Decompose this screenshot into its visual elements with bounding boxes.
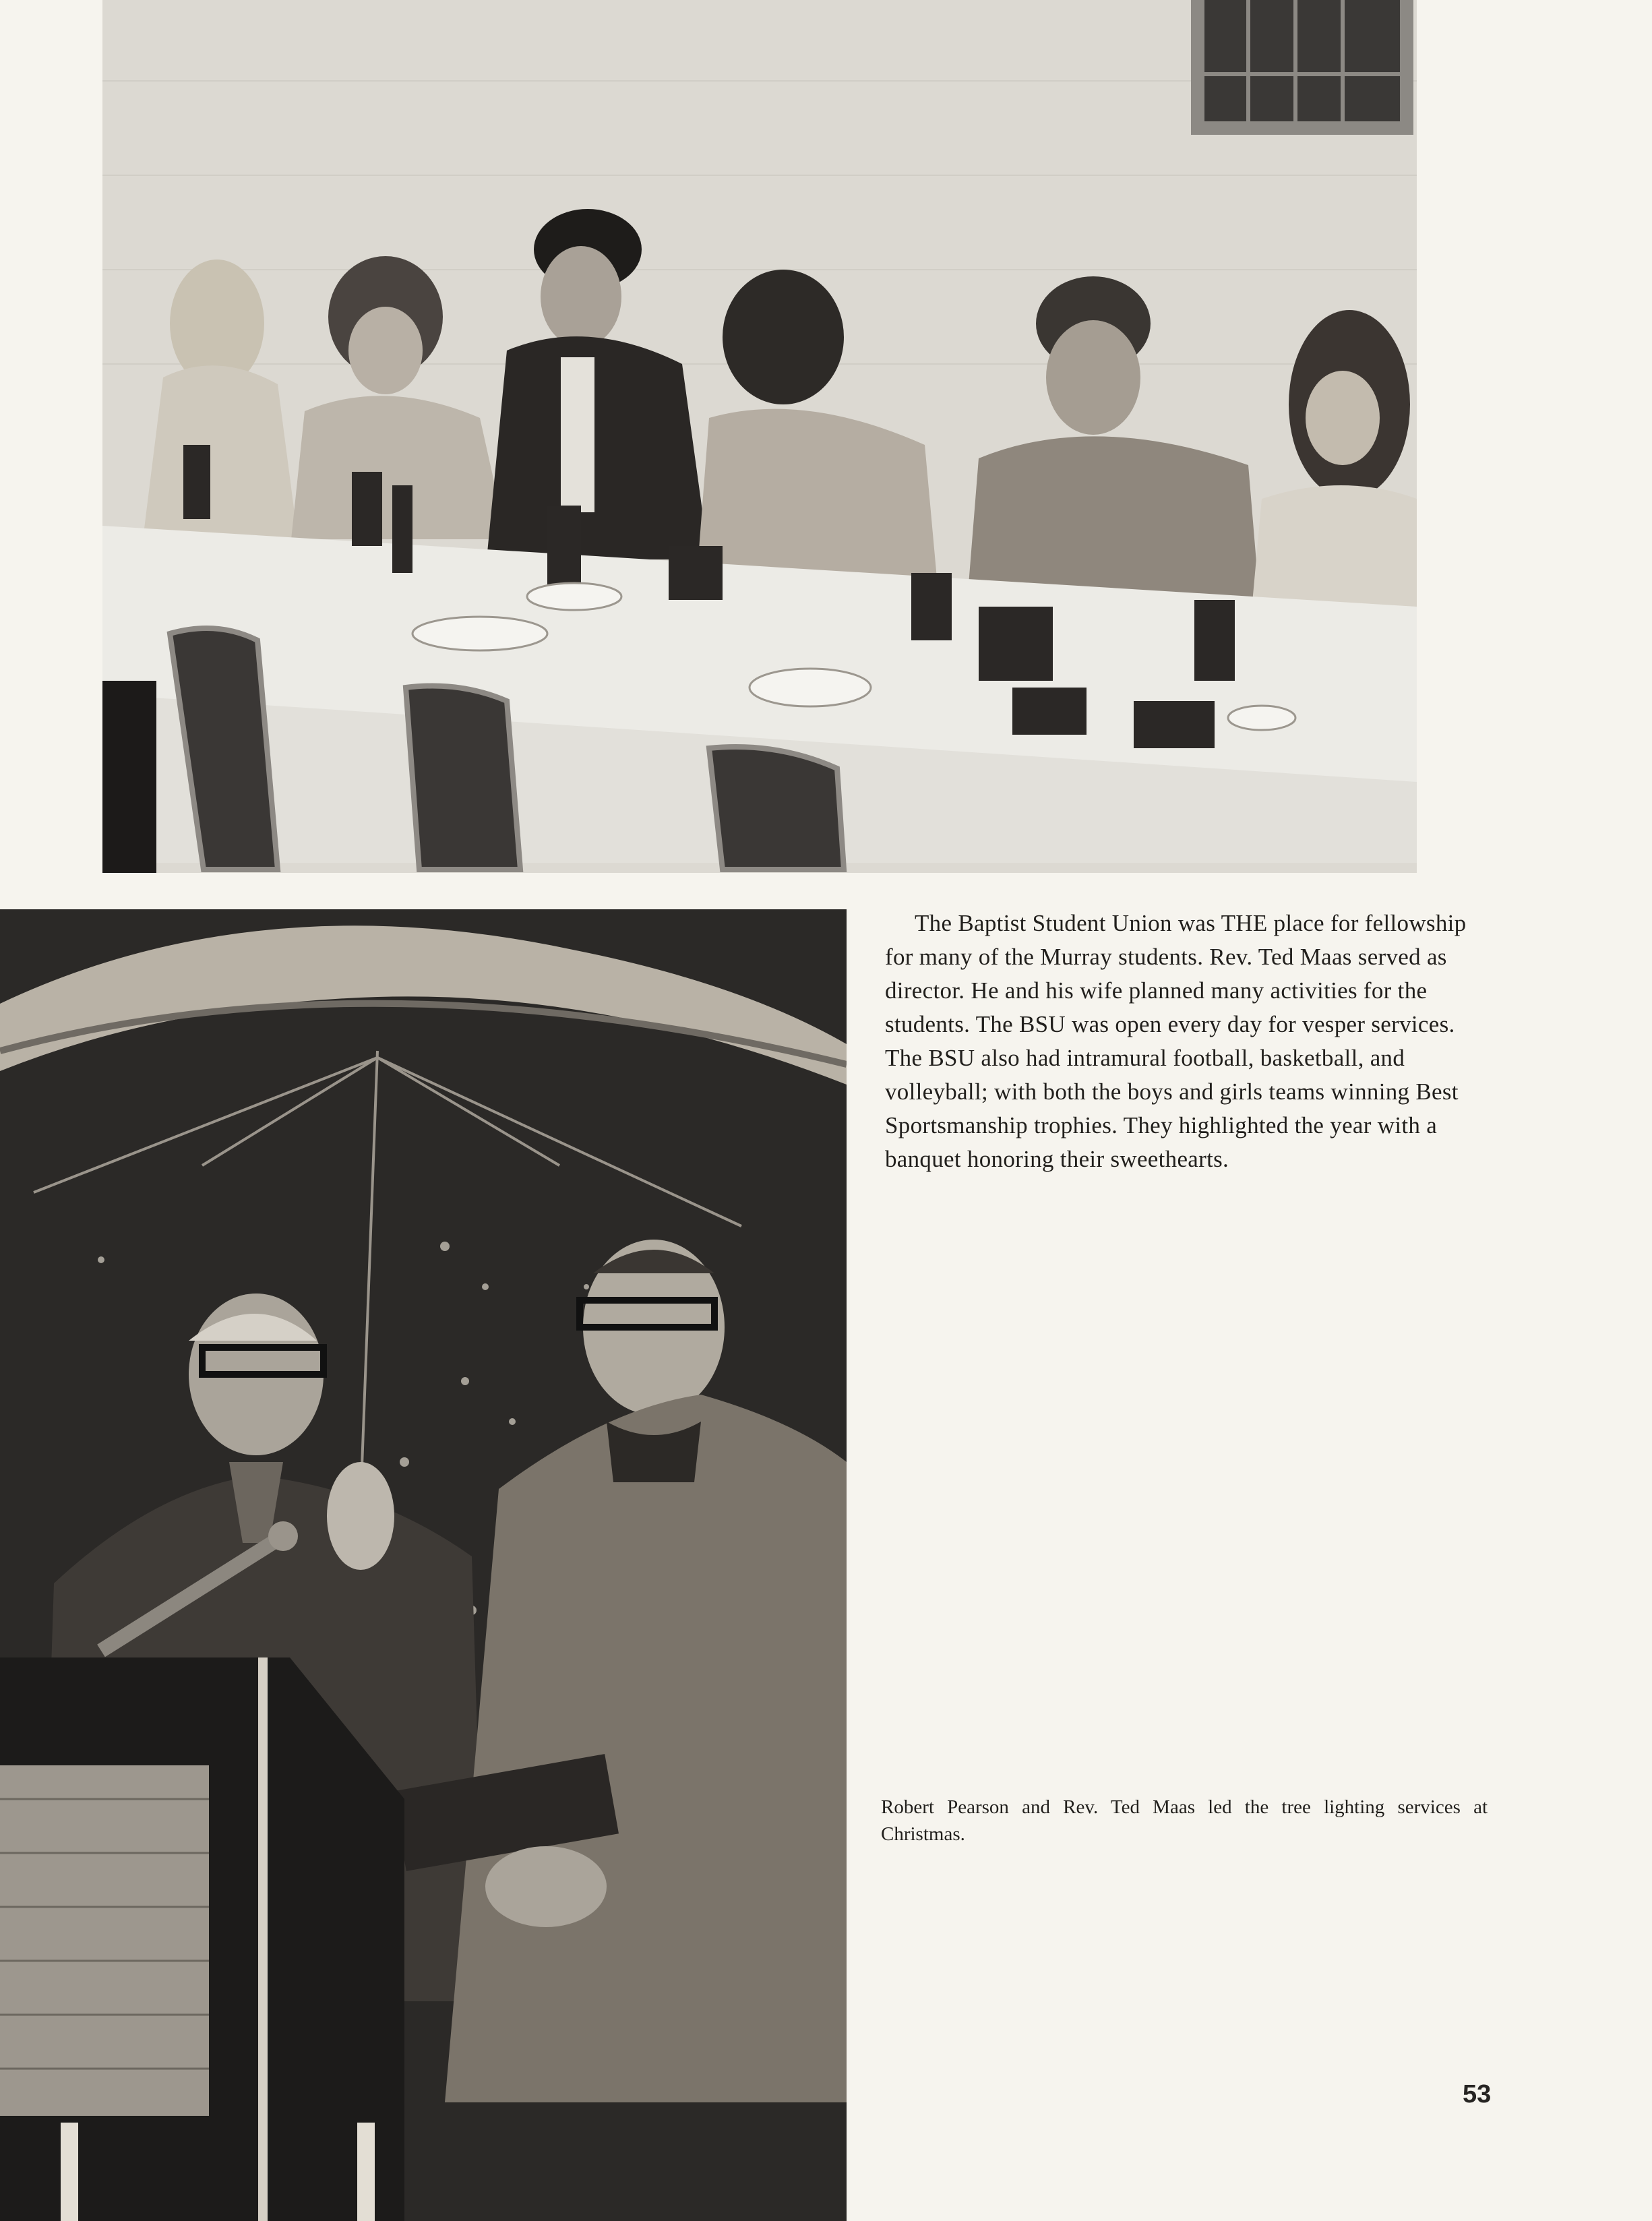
article-body: The Baptist Student Union was THE place for fellowship for many of the Murray students. Rev. Ted Maas served as director. He and his wife planned many activities for the students. The BSU was open every day for vesper services. The BSU also had intramural football, basketball, and volleyball; with both the boys and girls teams winning Best Sportsmanship trophies. They highlighted the year with a banquet honoring their sweethearts. [885, 910, 1467, 1172]
banquet-photo-icon [102, 0, 1417, 873]
photo-caption: Robert Pearson and Rev. Ted Maas led the tree lighting services at Christmas. [881, 1796, 1488, 1845]
banquet-photo [102, 0, 1417, 873]
page-number: 53 [1463, 2080, 1492, 2108]
tree-lighting-photo [0, 909, 847, 2221]
tree-lighting-photo-icon [0, 909, 847, 2221]
